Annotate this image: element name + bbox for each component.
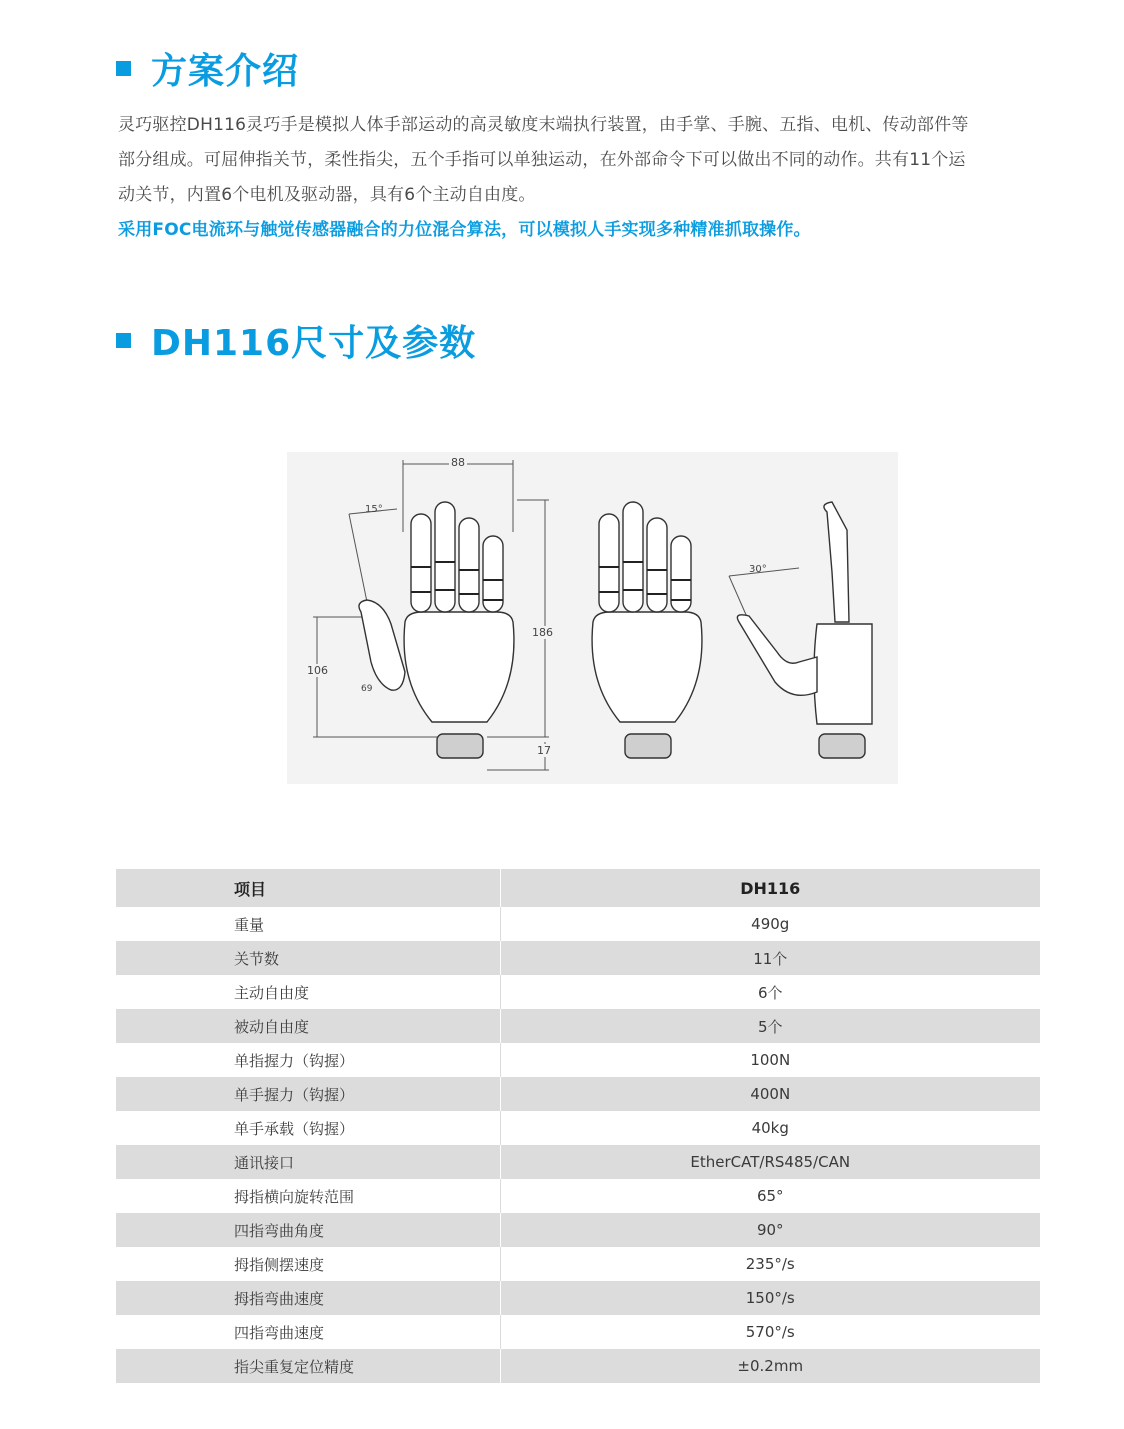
intro-paragraph [118, 108, 1058, 248]
intro-line: 灵巧驱控DH116灵巧手是模拟人体手部运动的高灵敏度末端执行装置，由手掌、手腕、五指、电机、传动部件等 [118, 115, 969, 135]
row-value: 5个 [757, 1017, 783, 1036]
row-item: 单手承载（钩握） [116, 1111, 500, 1145]
header-model: DH116 [740, 878, 801, 898]
table-row [116, 1349, 1040, 1383]
heading-text: 方案介绍 [151, 50, 300, 92]
angle-spread-label: 15° [365, 504, 383, 515]
angle-side-label: 30° [749, 564, 767, 575]
table-row [116, 1145, 1040, 1179]
table-row [116, 1213, 1040, 1247]
row-value: 490g [751, 915, 790, 933]
table-row [116, 1179, 1040, 1213]
dim-small-label: 69 [361, 684, 373, 694]
table-row [116, 941, 1040, 975]
dim-wrist-label: 17 [537, 744, 551, 757]
row-item: 四指弯曲角度 [116, 1213, 500, 1247]
intro-line: 部分组成。可屈伸指关节，柔性指尖，五个手指可以单独运动，在外部命令下可以做出不同的动作。共有11个运 [118, 150, 966, 170]
table-header-row [116, 869, 1040, 907]
table-row [116, 1009, 1040, 1043]
section-heading-intro [116, 46, 299, 90]
row-value: 40kg [751, 1119, 789, 1137]
row-value: 65° [756, 1187, 784, 1205]
heading-text: DH116尺寸及参数 [151, 322, 477, 364]
row-item: 通讯接口 [116, 1145, 500, 1179]
table-row [116, 1043, 1040, 1077]
table-row [116, 1315, 1040, 1349]
heading-marker [116, 61, 131, 76]
row-item: 拇指弯曲速度 [116, 1281, 500, 1315]
row-item: 单指握力（钩握） [116, 1043, 500, 1077]
row-value: 6个 [757, 983, 783, 1002]
row-item: 关节数 [116, 941, 500, 975]
row-item: 被动自由度 [116, 1009, 500, 1043]
row-item: 拇指横向旋转范围 [116, 1179, 500, 1213]
row-value: 100N [750, 1051, 791, 1069]
row-value: 150°/s [745, 1289, 795, 1307]
dim-width-label: 88 [451, 456, 465, 469]
dim-thumb-label: 106 [307, 664, 328, 677]
hand-dimension-drawing [287, 452, 898, 784]
heading-marker [116, 333, 131, 348]
table-row [116, 1247, 1040, 1281]
table-row [116, 975, 1040, 1009]
intro-highlight: 采用FOC电流环与触觉传感器融合的力位混合算法，可以模拟人手实现多种精准抓取操作。 [118, 220, 811, 240]
row-value: ±0.2mm [737, 1357, 804, 1375]
row-value: 570°/s [745, 1323, 795, 1341]
row-item: 单手握力（钩握） [116, 1077, 500, 1111]
row-value: EtherCAT/RS485/CAN [690, 1153, 851, 1171]
row-value: 11个 [753, 949, 788, 968]
row-value: 400N [750, 1085, 791, 1103]
table-row [116, 1111, 1040, 1145]
row-value: 235°/s [745, 1255, 795, 1273]
row-item: 拇指侧摆速度 [116, 1247, 500, 1281]
row-item: 重量 [116, 907, 500, 941]
table-row [116, 1281, 1040, 1315]
table-row [116, 907, 1040, 941]
row-value: 90° [756, 1221, 784, 1239]
header-item: 项目 [116, 869, 500, 907]
table-row [116, 1077, 1040, 1111]
row-item: 主动自由度 [116, 975, 500, 1009]
row-item: 指尖重复定位精度 [116, 1349, 500, 1383]
spec-table [116, 869, 1040, 1383]
intro-line: 动关节，内置6个电机及驱动器，具有6个主动自由度。 [118, 185, 536, 205]
section-heading-spec [116, 318, 476, 362]
row-item: 四指弯曲速度 [116, 1315, 500, 1349]
dim-height-label: 186 [532, 626, 553, 639]
